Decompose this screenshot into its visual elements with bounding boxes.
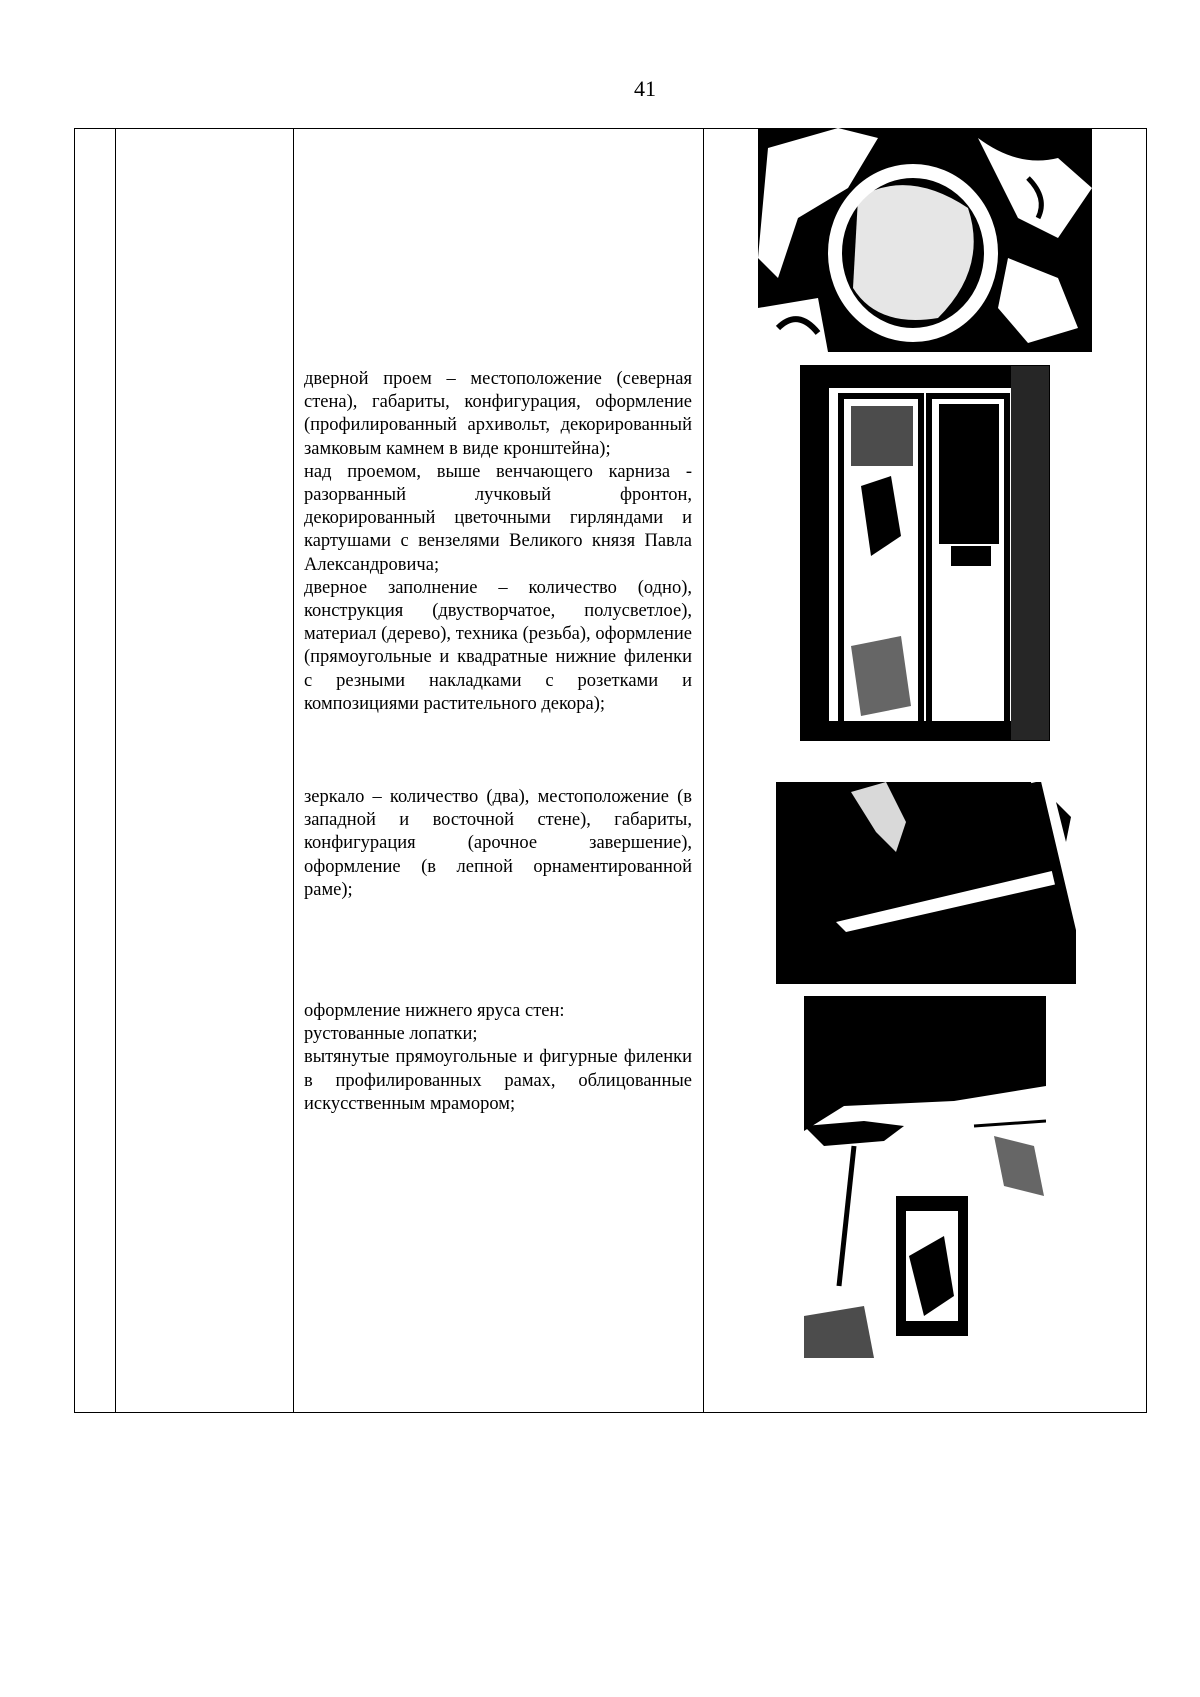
photo-mirror bbox=[776, 782, 1076, 984]
photo-lower-wall bbox=[804, 996, 1046, 1358]
paragraph: дверное заполнение – количество (одно), конструкция (двустворчатое, полусветлое), материал (дерево), техника (резьба), оформление (прямоугольные и квадратные нижние филенки с резными накладками с розетками и композициями растительного декора); bbox=[304, 577, 692, 714]
text-block-mirror bbox=[304, 786, 692, 902]
paragraph: зеркало – количество (два), местоположение (в западной и восточной стене), габариты, конфигурация (арочное завершение), оформление (в лепной орнаментированной раме); bbox=[304, 787, 692, 900]
paragraph: вытянутые прямоугольные и фигурные филенки в профилированных рамах, облицованные искусственным мрамором; bbox=[304, 1047, 692, 1114]
paragraph: рустованные лопатки; bbox=[304, 1024, 478, 1045]
text-block-doorway bbox=[304, 368, 692, 716]
column-divider-1 bbox=[115, 129, 116, 1412]
column-divider-3 bbox=[703, 129, 704, 1412]
column-divider-2 bbox=[293, 129, 294, 1412]
photo-cartouche bbox=[758, 128, 1092, 352]
paragraph: дверной проем – местоположение (северная стена), габариты, конфигурация, оформление (профилированный архивольт, декорированный замковым камнем в виде кронштейна); bbox=[304, 369, 692, 459]
photo-door bbox=[800, 365, 1050, 741]
paragraph: над проемом, выше венчающего карниза - разорванный лучковый фронтон, декорированный цветочными гирляндами и картушами с вензелями Великого князя Павла Александровича; bbox=[304, 461, 692, 575]
page-number: 41 bbox=[634, 76, 656, 101]
text-block-lower-walls bbox=[304, 1000, 692, 1116]
paragraph: оформление нижнего яруса стен: bbox=[304, 1001, 565, 1021]
